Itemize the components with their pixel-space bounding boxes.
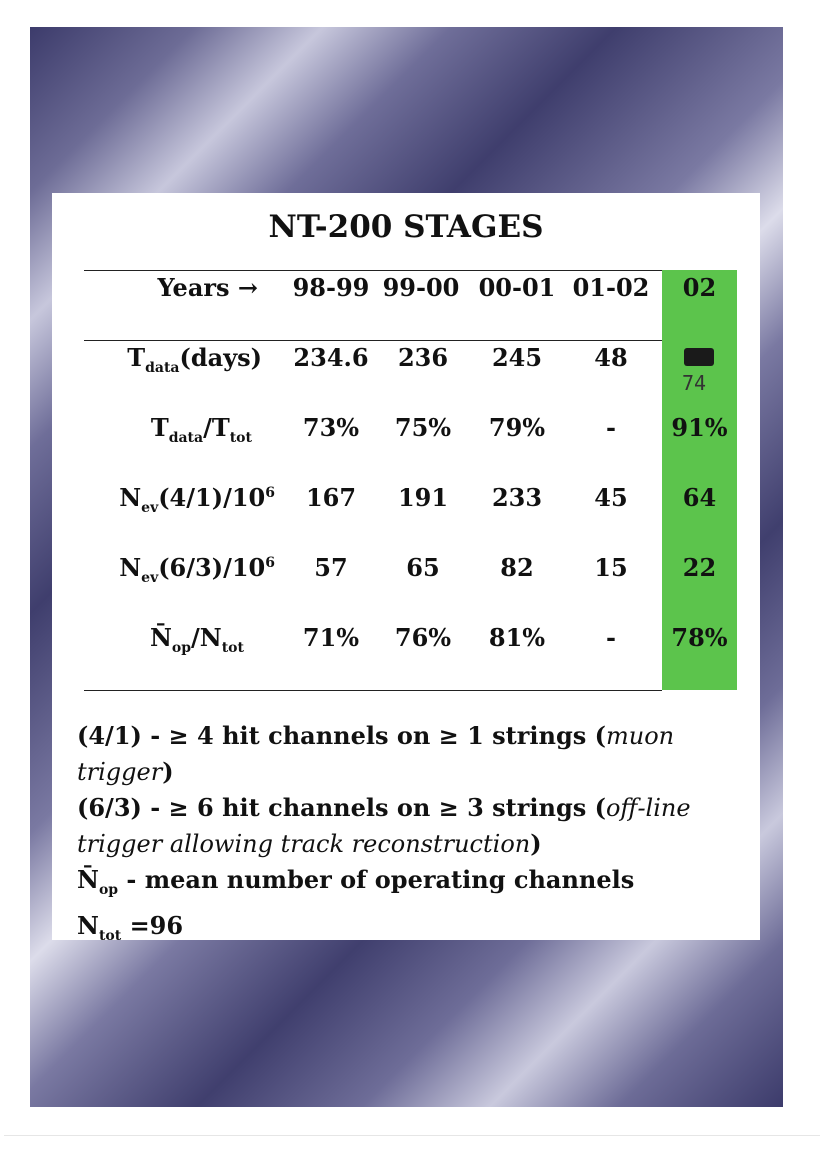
header-rule [84,340,662,341]
table-cell: 71% [302,623,360,652]
table-cell: 65 [406,553,440,582]
note-ntot: $N_{tot} =96$ [77,910,184,944]
table-cell: 245 [491,343,543,372]
row-label-nev-4-1: $N_{ev}(4/1)/10^6$ [119,483,275,516]
header-years-label: Years → [157,273,258,302]
row-label-tdata-days: $T_{data}(days)$ [127,343,262,376]
header-col-00-01: 00-01 [478,273,556,302]
note-nop: $N̄_{op}$ - mean number of operating channels [77,865,635,898]
table-cell: 75% [394,413,452,442]
table-cell: 91% [671,413,728,442]
row-label-tdata-ttot: $T_{data}/T_{tot}$ [150,413,252,446]
table-cell: 81% [488,623,546,652]
header-col-01-02: 01-02 [572,273,650,302]
note-6-3: (6/3) - ≥ 6 hit channels on ≥ 3 strings (off-line trigger allowing track reconstruction) [77,793,691,858]
table-cell: 82 [500,553,534,582]
table-cell: 57 [314,553,348,582]
row-label-nop-ntot: $N̄_{op}/N_{tot}$ [149,623,244,656]
header-col-99-00: 99-00 [382,273,460,302]
content-panel [52,193,760,944]
table-cell: 76% [394,623,452,652]
header-col-02: 02 [682,273,717,302]
table-cell: 15 [594,553,628,582]
table-cell: - [606,623,616,652]
page-title: NT-200 STAGES [268,209,544,245]
table-cell: 22 [682,553,717,582]
table-cell: 234.6 [293,343,369,372]
table-cell: 64 [682,483,717,512]
table-cell: 79% [488,413,546,442]
table-cell: 236 [397,343,449,372]
scan-edge-line [4,1135,820,1136]
table-cell: 45 [594,483,628,512]
table-cell: 167 [305,483,357,512]
top-rule [84,270,662,271]
redacted-ink-mark [684,348,714,366]
handwritten-note: 74 [682,371,707,395]
table-cell: 233 [491,483,543,512]
note-4-1: (4/1) - ≥ 4 hit channels on ≥ 1 strings (muon trigger) [77,721,675,786]
header-col-98-99: 98-99 [292,273,370,302]
table-cell: - [606,413,616,442]
footnotes [77,718,749,954]
table-cell: 78% [671,623,728,652]
row-label-nev-6-3: $N_{ev}(6/3)/10^6$ [119,553,275,586]
bottom-rule [84,690,662,691]
table-cell: 191 [397,483,449,512]
table-cell: 48 [594,343,628,372]
table-cell: 73% [302,413,360,442]
